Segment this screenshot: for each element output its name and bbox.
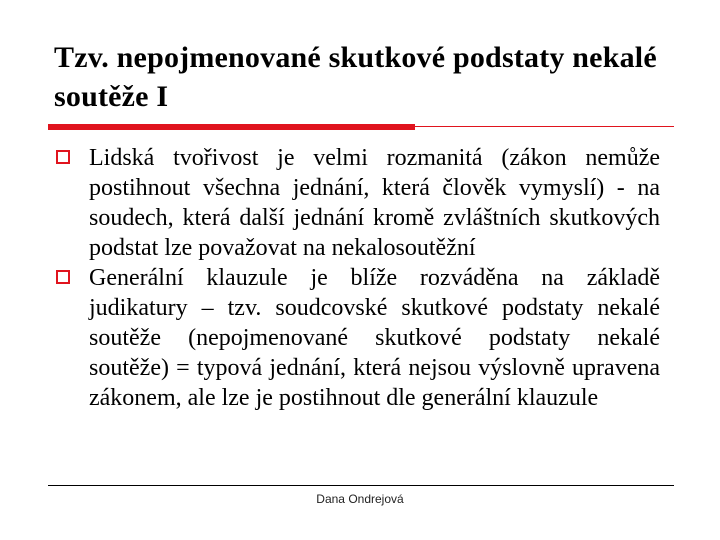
bullet-item <box>56 263 660 413</box>
slide-title: Tzv. nepojmenované skutkové podstaty nekalé soutěže I <box>54 41 657 113</box>
hollow-square-bullet-icon <box>56 150 70 164</box>
title-underline-accent <box>48 124 415 130</box>
title-underline-thin <box>415 126 674 127</box>
footer-divider <box>48 485 674 486</box>
footer-author: Dana Ondrejová <box>316 492 404 506</box>
bullet-text: Lidská tvořivost je velmi rozmanitá (zákon nemůže postihnout všechna jednání, která člověk vymyslí) - na soudech, která další jednání kromě zvláštních skutkových podstat lze považovat na nekalosoutěžní <box>89 145 660 261</box>
hollow-square-bullet-icon <box>56 270 70 284</box>
bullet-text: Generální klauzule je blíže rozváděna na základě judikatury – tzv. soudcovské skutkové podstaty nekalé soutěže (nepojmenované skutkové podstaty nekalé soutěže) = typová jednání, která nejsou výslovně upravena zákonem, ale lze je postihnout dle generální klauzule <box>89 265 660 411</box>
bullet-list <box>56 143 660 413</box>
bullet-item <box>56 143 660 263</box>
